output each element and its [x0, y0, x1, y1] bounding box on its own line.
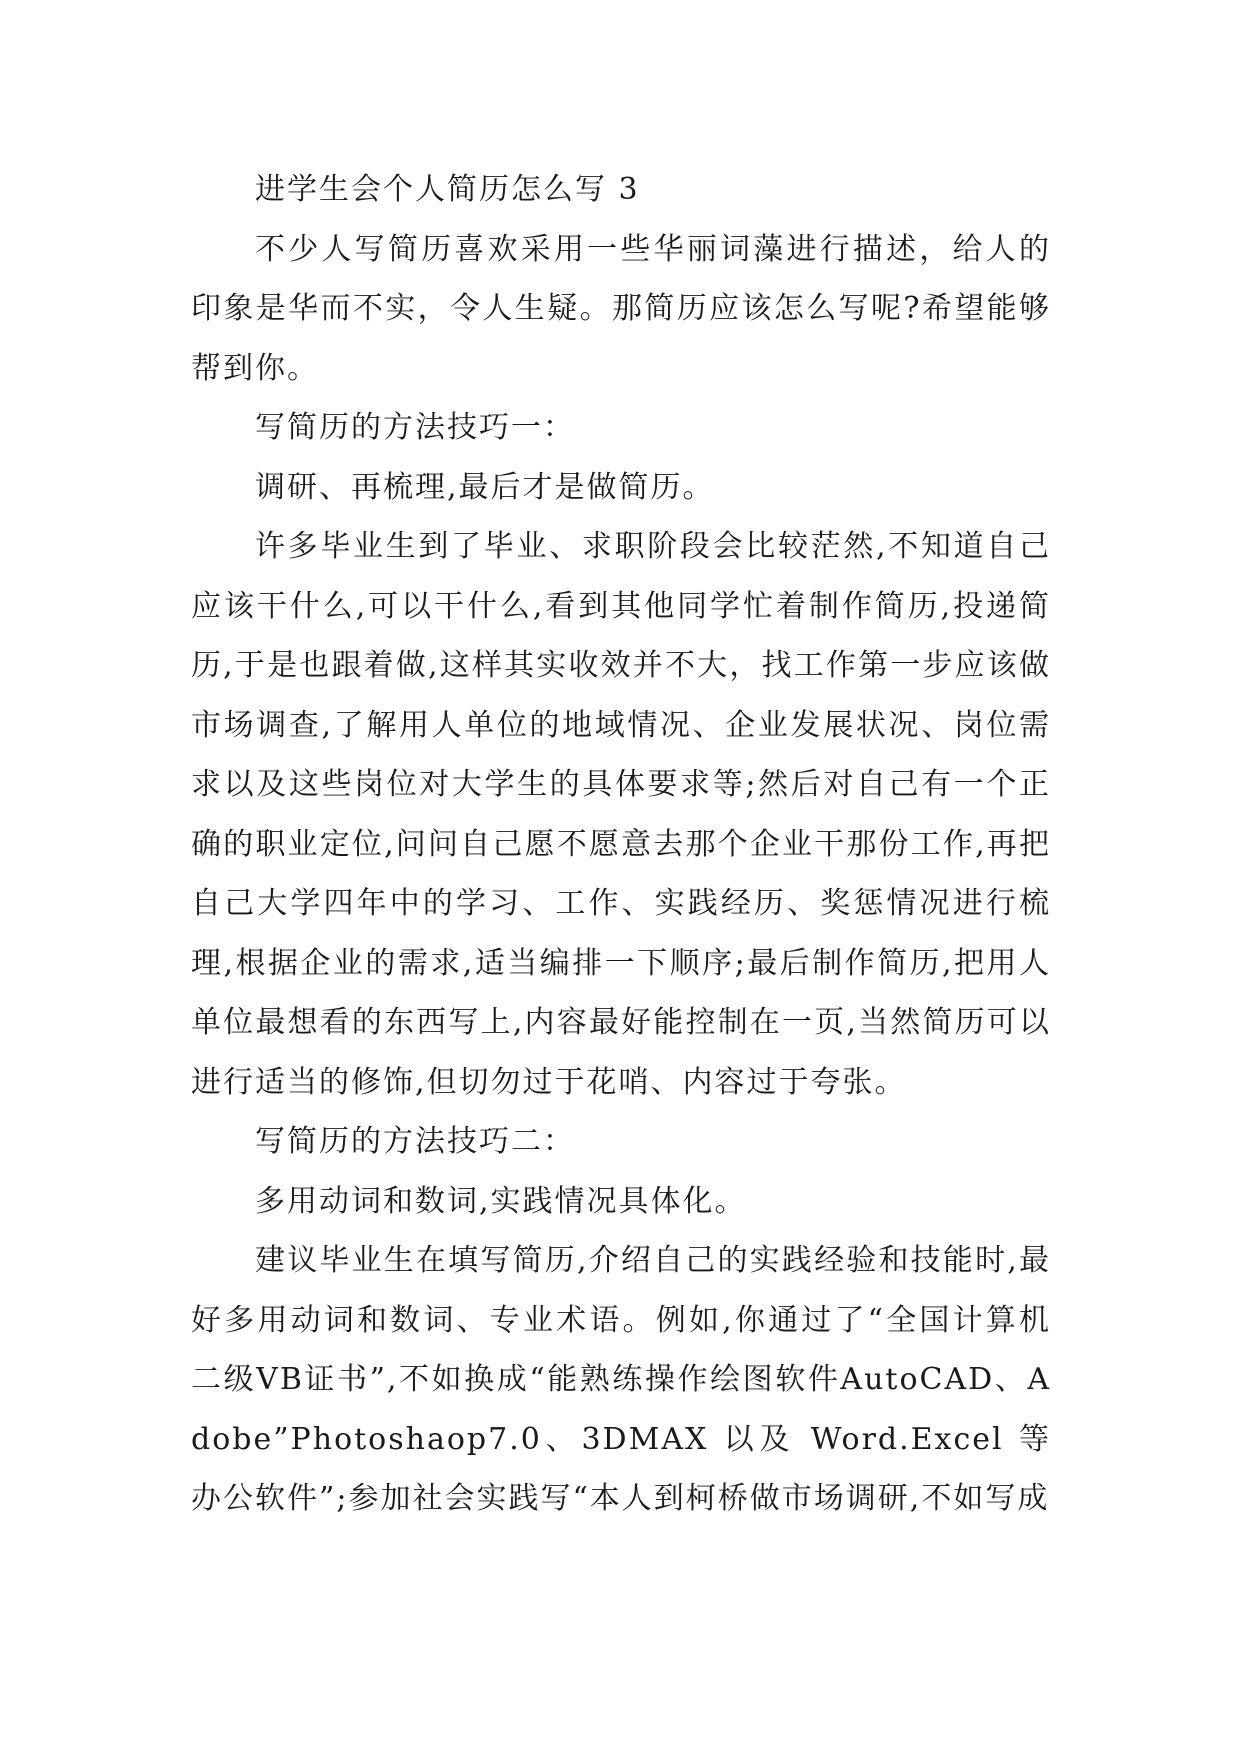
intro-paragraph: 不少人写简历喜欢采用一些华丽词藻进行描述，给人的印象是华而不实，令人生疑。那简历应该怎么写呢?希望能够帮到你。	[191, 231, 1051, 386]
document-body	[191, 160, 1051, 1529]
tip-two-body: 建议毕业生在填写简历,介绍自己的实践经验和技能时,最好多用动词和数词、专业术语。例如,你通过了“全国计算机二级VB证书”,不如换成“能熟练操作绘图软件AutoCAD、Adobe”Photoshaop7.0、3DMAX 以及 Word.Excel 等办公软件”;参加社会实践写“本人到柯桥做市场调研,不如写成	[191, 1243, 1051, 1516]
tip-one-body: 许多毕业生到了毕业、求职阶段会比较茫然,不知道自己应该干什么,可以干什么,看到其他同学忙着制作简历,投递简历,于是也跟着做,这样其实收效并不大，找工作第一步应该做市场调查,了解用人单位的地域情况、企业发展状况、岗位需求以及这些岗位对大学生的具体要求等;然后对自己有一个正确的职业定位,问问自己愿不愿意去那个企业干那份工作,再把自己大学四年中的学习、工作、实践经历、奖惩情况进行梳理,根据企业的需求,适当编排一下顺序;最后制作简历,把用人单位最想看的东西写上,内容最好能控制在一页,当然简历可以进行适当的修饰,但切勿过于花哨、内容过于夸张。	[191, 529, 1051, 1100]
tip-one-summary: 调研、再梳理,最后才是做简历。	[255, 469, 715, 505]
document-heading: 进学生会个人简历怎么写 3	[255, 172, 640, 207]
tip-two-summary: 多用动词和数词,实践情况具体化。	[255, 1183, 747, 1219]
tip-one-heading: 写简历的方法技巧一：	[255, 410, 575, 445]
tip-two-heading: 写简历的方法技巧二：	[255, 1124, 575, 1159]
